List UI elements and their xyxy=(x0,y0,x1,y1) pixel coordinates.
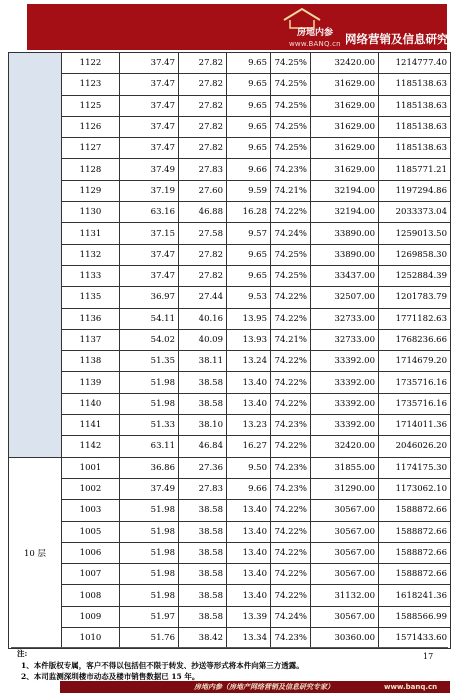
value-cell: 30567.00 xyxy=(311,564,379,585)
value-cell: 74.25% xyxy=(271,116,311,137)
value-cell: 1588872.66 xyxy=(379,500,451,521)
value-cell: 1771182.63 xyxy=(379,308,451,329)
room-number-cell: 1002 xyxy=(62,478,120,499)
value-cell: 37.49 xyxy=(120,159,179,180)
value-cell: 38.42 xyxy=(179,628,227,649)
value-cell: 30360.00 xyxy=(311,628,379,649)
room-number-cell: 1009 xyxy=(62,606,120,627)
value-cell: 74.23% xyxy=(271,628,311,649)
value-cell: 33437.00 xyxy=(311,265,379,286)
value-cell: 74.25% xyxy=(271,265,311,286)
table-row xyxy=(9,308,451,329)
value-cell: 74.22% xyxy=(271,500,311,521)
value-cell: 13.34 xyxy=(227,628,271,649)
value-cell: 13.40 xyxy=(227,521,271,542)
value-cell: 33392.00 xyxy=(311,351,379,372)
value-cell: 74.25% xyxy=(271,244,311,265)
room-number-cell: 1137 xyxy=(62,329,120,350)
value-cell: 31290.00 xyxy=(311,478,379,499)
value-cell: 2033373.04 xyxy=(379,202,451,223)
room-number-cell: 1132 xyxy=(62,244,120,265)
room-number-cell: 1140 xyxy=(62,393,120,414)
value-cell: 46.88 xyxy=(179,202,227,223)
table-row xyxy=(9,436,451,457)
table-row xyxy=(9,500,451,521)
value-cell: 1588872.66 xyxy=(379,542,451,563)
value-cell: 38.10 xyxy=(179,415,227,436)
value-cell: 74.22% xyxy=(271,287,311,308)
value-cell: 9.65 xyxy=(227,53,271,74)
value-cell: 1185138.63 xyxy=(379,138,451,159)
room-number-cell: 1142 xyxy=(62,436,120,457)
value-cell: 33890.00 xyxy=(311,223,379,244)
table-row xyxy=(9,116,451,137)
value-cell: 38.58 xyxy=(179,521,227,542)
value-cell: 74.25% xyxy=(271,138,311,159)
value-cell: 33890.00 xyxy=(311,244,379,265)
value-cell: 38.58 xyxy=(179,500,227,521)
value-cell: 9.66 xyxy=(227,478,271,499)
value-cell: 13.40 xyxy=(227,564,271,585)
value-cell: 32420.00 xyxy=(311,436,379,457)
value-cell: 9.65 xyxy=(227,116,271,137)
value-cell: 1174175.30 xyxy=(379,457,451,478)
value-cell: 37.15 xyxy=(120,223,179,244)
header-title: 网络营销及信息研究专家 xyxy=(345,32,472,46)
value-cell: 9.59 xyxy=(227,180,271,201)
table-row xyxy=(9,585,451,606)
value-cell: 27.83 xyxy=(179,159,227,180)
table-row xyxy=(9,74,451,95)
value-cell: 51.35 xyxy=(120,351,179,372)
value-cell: 1618241.36 xyxy=(379,585,451,606)
value-cell: 32507.00 xyxy=(311,287,379,308)
value-cell: 1214777.40 xyxy=(379,53,451,74)
table-row xyxy=(9,159,451,180)
value-cell: 51.76 xyxy=(120,628,179,649)
value-cell: 38.58 xyxy=(179,564,227,585)
value-cell: 74.22% xyxy=(271,308,311,329)
value-cell: 51.98 xyxy=(120,393,179,414)
value-cell: 38.58 xyxy=(179,606,227,627)
value-cell: 9.65 xyxy=(227,138,271,159)
logo-url: www.BANQ.cn xyxy=(289,40,341,48)
table-row xyxy=(9,542,451,563)
value-cell: 40.09 xyxy=(179,329,227,350)
room-number-cell: 1125 xyxy=(62,95,120,116)
value-cell: 30567.00 xyxy=(311,606,379,627)
value-cell: 1252884.39 xyxy=(379,265,451,286)
value-cell: 37.47 xyxy=(120,95,179,116)
value-cell: 38.58 xyxy=(179,372,227,393)
value-cell: 9.65 xyxy=(227,265,271,286)
value-cell: 9.66 xyxy=(227,159,271,180)
value-cell: 27.60 xyxy=(179,180,227,201)
value-cell: 51.33 xyxy=(120,415,179,436)
table-row xyxy=(9,265,451,286)
value-cell: 1768236.66 xyxy=(379,329,451,350)
value-cell: 1269858.30 xyxy=(379,244,451,265)
page-number: 17 xyxy=(423,652,434,661)
table-row xyxy=(9,415,451,436)
value-cell: 27.82 xyxy=(179,138,227,159)
table-row xyxy=(9,244,451,265)
value-cell: 33392.00 xyxy=(311,372,379,393)
value-cell: 31132.00 xyxy=(311,585,379,606)
value-cell: 37.47 xyxy=(120,244,179,265)
value-cell: 1735716.16 xyxy=(379,372,451,393)
value-cell: 31629.00 xyxy=(311,74,379,95)
room-number-cell: 1007 xyxy=(62,564,120,585)
value-cell: 13.23 xyxy=(227,415,271,436)
value-cell: 74.22% xyxy=(271,585,311,606)
value-cell: 2046026.20 xyxy=(379,436,451,457)
value-cell: 31629.00 xyxy=(311,138,379,159)
value-cell: 13.40 xyxy=(227,393,271,414)
value-cell: 36.86 xyxy=(120,457,179,478)
value-cell: 1714679.20 xyxy=(379,351,451,372)
table-row xyxy=(9,521,451,542)
value-cell: 37.49 xyxy=(120,478,179,499)
value-cell: 13.40 xyxy=(227,372,271,393)
value-cell: 38.58 xyxy=(179,585,227,606)
value-cell: 38.11 xyxy=(179,351,227,372)
value-cell: 1588872.66 xyxy=(379,564,451,585)
value-cell: 27.82 xyxy=(179,116,227,137)
value-cell: 74.23% xyxy=(271,159,311,180)
value-cell: 1185138.63 xyxy=(379,74,451,95)
table-row xyxy=(9,53,451,74)
value-cell: 27.82 xyxy=(179,74,227,95)
value-cell: 74.24% xyxy=(271,606,311,627)
value-cell: 1201783.79 xyxy=(379,287,451,308)
value-cell: 9.65 xyxy=(227,95,271,116)
value-cell: 37.19 xyxy=(120,180,179,201)
note-item: 1、本件版权专属，客户不得以包括但不限于转发、抄送等形式将本件向第三方透露。 xyxy=(21,661,304,670)
value-cell: 27.82 xyxy=(179,53,227,74)
table-row xyxy=(9,564,451,585)
value-cell: 63.16 xyxy=(120,202,179,223)
value-cell: 1588566.99 xyxy=(379,606,451,627)
table-row xyxy=(9,478,451,499)
value-cell: 37.47 xyxy=(120,53,179,74)
room-number-cell: 1003 xyxy=(62,500,120,521)
value-cell: 51.98 xyxy=(120,372,179,393)
table-row xyxy=(9,202,451,223)
room-number-cell: 1133 xyxy=(62,265,120,286)
value-cell: 74.23% xyxy=(271,457,311,478)
value-cell: 74.23% xyxy=(271,415,311,436)
value-cell: 1571433.60 xyxy=(379,628,451,649)
notes-title: 注: xyxy=(17,649,28,658)
table-row xyxy=(9,351,451,372)
value-cell: 51.98 xyxy=(120,585,179,606)
table-body xyxy=(9,53,451,649)
value-cell: 9.65 xyxy=(227,74,271,95)
room-number-cell: 1141 xyxy=(62,415,120,436)
value-cell: 31629.00 xyxy=(311,116,379,137)
table-row xyxy=(9,393,451,414)
value-cell: 1735716.16 xyxy=(379,393,451,414)
floor-label-cell xyxy=(9,53,62,458)
value-cell: 1714011.36 xyxy=(379,415,451,436)
value-cell: 74.21% xyxy=(271,329,311,350)
room-number-cell: 1005 xyxy=(62,521,120,542)
value-cell: 13.40 xyxy=(227,542,271,563)
value-cell: 37.47 xyxy=(120,265,179,286)
table-row xyxy=(9,457,451,478)
table-row xyxy=(9,138,451,159)
value-cell: 37.47 xyxy=(120,74,179,95)
room-number-cell: 1131 xyxy=(62,223,120,244)
table-row xyxy=(9,180,451,201)
value-cell: 27.36 xyxy=(179,457,227,478)
header-banner xyxy=(27,4,472,50)
value-cell: 74.22% xyxy=(271,393,311,414)
note-item: 2、本司监测深圳楼市动态及楼市销售数据已 15 年。 xyxy=(21,672,200,681)
table-row xyxy=(9,95,451,116)
value-cell: 1185771.21 xyxy=(379,159,451,180)
value-cell: 37.47 xyxy=(120,116,179,137)
table-row xyxy=(9,372,451,393)
room-number-cell: 1010 xyxy=(62,628,120,649)
value-cell: 32420.00 xyxy=(311,53,379,74)
room-number-cell: 1123 xyxy=(62,74,120,95)
value-cell: 51.98 xyxy=(120,542,179,563)
value-cell: 38.58 xyxy=(179,393,227,414)
value-cell: 27.82 xyxy=(179,265,227,286)
value-cell: 9.57 xyxy=(227,223,271,244)
value-cell: 74.25% xyxy=(271,95,311,116)
value-cell: 30567.00 xyxy=(311,542,379,563)
value-cell: 33392.00 xyxy=(311,393,379,414)
room-number-cell: 1139 xyxy=(62,372,120,393)
value-cell: 37.47 xyxy=(120,138,179,159)
value-cell: 27.82 xyxy=(179,95,227,116)
value-cell: 74.23% xyxy=(271,478,311,499)
value-cell: 54.11 xyxy=(120,308,179,329)
value-cell: 1185138.63 xyxy=(379,95,451,116)
value-cell: 46.84 xyxy=(179,436,227,457)
value-cell: 74.21% xyxy=(271,180,311,201)
value-cell: 32733.00 xyxy=(311,329,379,350)
room-number-cell: 1126 xyxy=(62,116,120,137)
room-number-cell: 1008 xyxy=(62,585,120,606)
value-cell: 51.98 xyxy=(120,564,179,585)
room-number-cell: 1129 xyxy=(62,180,120,201)
room-number-cell: 1135 xyxy=(62,287,120,308)
value-cell: 74.22% xyxy=(271,351,311,372)
value-cell: 74.22% xyxy=(271,436,311,457)
value-cell: 13.24 xyxy=(227,351,271,372)
room-number-cell: 1006 xyxy=(62,542,120,563)
value-cell: 13.40 xyxy=(227,500,271,521)
table-row xyxy=(9,606,451,627)
table-row xyxy=(9,628,451,649)
footer-url: www.banq.cn xyxy=(384,683,438,691)
value-cell: 1259013.50 xyxy=(379,223,451,244)
value-cell: 27.44 xyxy=(179,287,227,308)
value-cell: 74.25% xyxy=(271,74,311,95)
room-number-cell: 1130 xyxy=(62,202,120,223)
value-cell: 13.39 xyxy=(227,606,271,627)
room-number-cell: 1001 xyxy=(62,457,120,478)
value-cell: 74.24% xyxy=(271,223,311,244)
logo-name: 房地内参 xyxy=(297,28,334,38)
value-cell: 1185138.63 xyxy=(379,116,451,137)
table-row xyxy=(9,223,451,244)
value-cell: 38.58 xyxy=(179,542,227,563)
value-cell: 54.02 xyxy=(120,329,179,350)
value-cell: 32194.00 xyxy=(311,180,379,201)
value-cell: 13.40 xyxy=(227,585,271,606)
value-cell: 40.16 xyxy=(179,308,227,329)
table-row xyxy=(9,329,451,350)
table-row xyxy=(9,287,451,308)
value-cell: 36.97 xyxy=(120,287,179,308)
value-cell: 16.27 xyxy=(227,436,271,457)
value-cell: 13.95 xyxy=(227,308,271,329)
value-cell: 74.22% xyxy=(271,372,311,393)
room-number-cell: 1128 xyxy=(62,159,120,180)
footer-text: 房地内参（房地产网络营销及信息研究专家） xyxy=(194,682,334,691)
value-cell: 51.98 xyxy=(120,500,179,521)
value-cell: 1197294.86 xyxy=(379,180,451,201)
value-cell: 63.11 xyxy=(120,436,179,457)
value-cell: 31629.00 xyxy=(311,159,379,180)
value-cell: 27.83 xyxy=(179,478,227,499)
value-cell: 32194.00 xyxy=(311,202,379,223)
value-cell: 9.65 xyxy=(227,244,271,265)
value-cell: 32733.00 xyxy=(311,308,379,329)
floor-label-cell: 10 层 xyxy=(9,457,62,649)
value-cell: 74.22% xyxy=(271,564,311,585)
value-cell: 9.50 xyxy=(227,457,271,478)
room-number-cell: 1138 xyxy=(62,351,120,372)
value-cell: 74.25% xyxy=(271,53,311,74)
value-cell: 33392.00 xyxy=(311,415,379,436)
value-cell: 9.53 xyxy=(227,287,271,308)
room-number-cell: 1127 xyxy=(62,138,120,159)
value-cell: 31629.00 xyxy=(311,95,379,116)
value-cell: 13.93 xyxy=(227,329,271,350)
value-cell: 30567.00 xyxy=(311,500,379,521)
room-number-cell: 1136 xyxy=(62,308,120,329)
unit-price-table xyxy=(8,52,451,649)
value-cell: 51.97 xyxy=(120,606,179,627)
value-cell: 1173062.10 xyxy=(379,478,451,499)
room-number-cell: 1122 xyxy=(62,53,120,74)
value-cell: 31855.00 xyxy=(311,457,379,478)
value-cell: 74.22% xyxy=(271,542,311,563)
value-cell: 30567.00 xyxy=(311,521,379,542)
value-cell: 27.58 xyxy=(179,223,227,244)
value-cell: 74.22% xyxy=(271,521,311,542)
value-cell: 1588872.66 xyxy=(379,521,451,542)
value-cell: 74.22% xyxy=(271,202,311,223)
value-cell: 51.98 xyxy=(120,521,179,542)
value-cell: 27.82 xyxy=(179,244,227,265)
value-cell: 16.28 xyxy=(227,202,271,223)
footer-bar xyxy=(60,681,450,693)
